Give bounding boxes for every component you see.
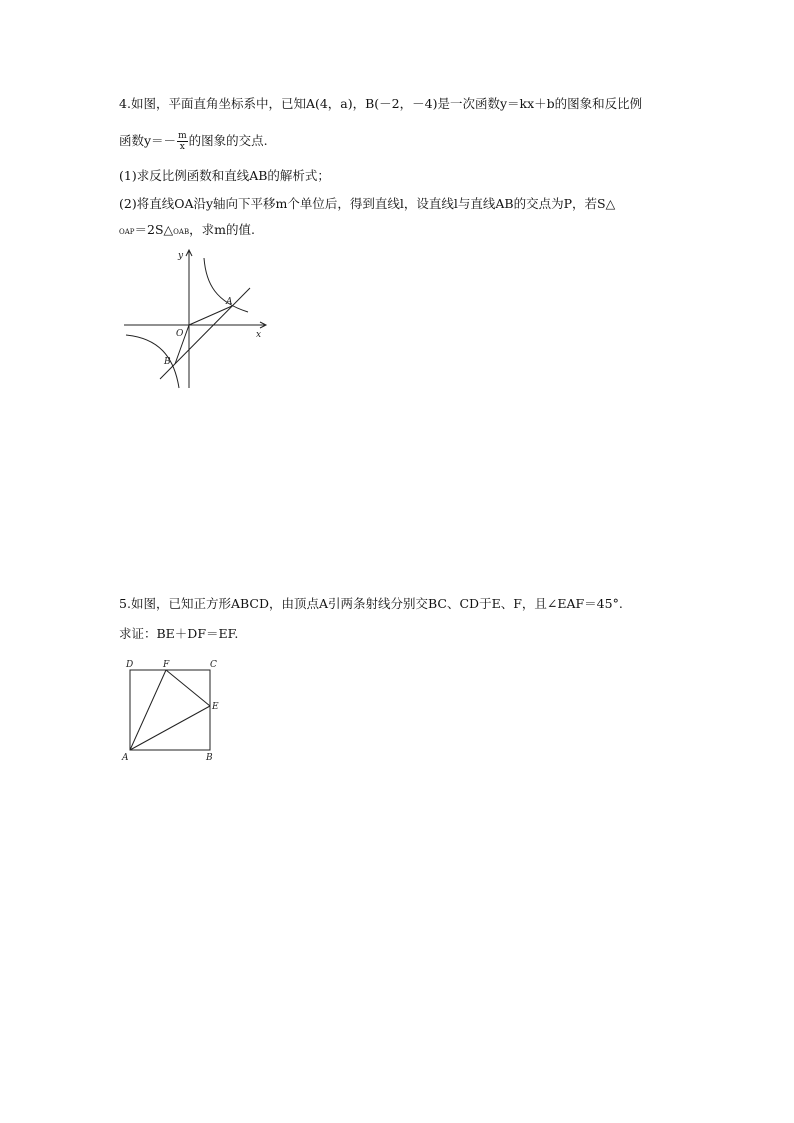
problem-5-prove: 求证：BE＋DF＝EF. — [119, 626, 239, 641]
problem-4-figure — [118, 244, 270, 392]
label-a: A — [122, 753, 129, 763]
problem-4-question-2-cont — [119, 222, 255, 240]
label-b: B — [206, 753, 213, 763]
line-ab — [160, 288, 250, 379]
problem-4-question-2: (2)将直线OA沿y轴向下平移m个单位后，得到直线l，设直线l与直线AB的交点为P，若S△ — [119, 196, 616, 211]
label-a: A — [226, 297, 233, 307]
problem-4-line-1 — [119, 96, 642, 112]
fraction-numerator: m — [178, 131, 187, 141]
subscript-oab: OAB — [173, 228, 190, 236]
label-x: x — [256, 330, 262, 340]
problem-4-eq: ＝2S△ — [134, 222, 174, 237]
label-y: y — [178, 251, 184, 261]
problem-5-line-1 — [119, 596, 623, 612]
problem-4-stem: 如图，平面直角坐标系中，已知A(4，a)，B(－2，－4)是一次函数y＝kx＋b的图象和反比例 — [130, 96, 643, 111]
problem-5-stem: 如图，已知正方形ABCD，由顶点A引两条射线分别交BC、CD于E、F，且∠EAF＝45°. — [130, 596, 623, 611]
label-b: B — [164, 357, 171, 367]
problem-4-question-1: (1)求反比例函数和直线AB的解析式； — [119, 168, 330, 183]
fraction-denominator: x — [179, 142, 185, 152]
fraction-m-over-x — [177, 131, 188, 152]
label-f: F — [163, 660, 170, 670]
problem-4-line-2 — [119, 131, 268, 152]
square-abcd — [130, 670, 210, 750]
problem-4-stem-prefix: 函数y＝－ — [119, 133, 177, 148]
problem-4-number: 4. — [119, 96, 131, 111]
label-e: E — [212, 702, 219, 712]
problem-5-figure — [118, 654, 228, 766]
problem-4-end: ，求m的值. — [189, 222, 255, 237]
label-c: C — [210, 660, 217, 670]
label-d: D — [126, 660, 134, 670]
label-o: O — [176, 329, 184, 339]
subscript-oap: OAP — [119, 228, 135, 236]
problem-5-number: 5. — [119, 596, 131, 611]
ray-ae — [130, 706, 210, 750]
line-oa — [189, 306, 232, 325]
hyperbola-branch-lower — [126, 335, 179, 388]
ray-af — [130, 670, 166, 750]
segment-ef — [166, 670, 210, 706]
problem-4-stem-suffix: 的图象的交点. — [188, 133, 268, 148]
